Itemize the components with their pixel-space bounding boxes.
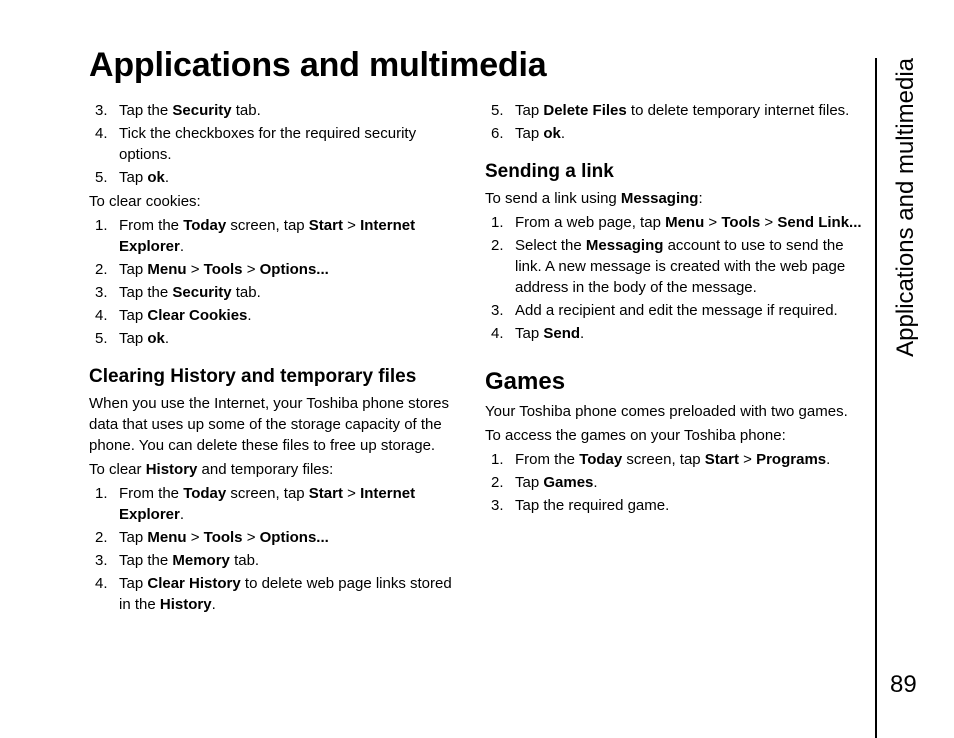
text-run: tab.: [231, 102, 261, 119]
step-number: 4.: [95, 307, 108, 324]
text-run: tab.: [231, 284, 261, 301]
side-divider-line: [875, 58, 877, 738]
step-number: 1.: [95, 485, 108, 502]
text-run: Tap the: [119, 552, 173, 569]
ui-term: Start: [704, 451, 739, 468]
step-number: 2.: [95, 529, 108, 546]
list-item: [89, 573, 465, 615]
text-run: .: [164, 330, 170, 347]
ui-term: Delete Files: [543, 102, 627, 119]
games-heading: Games: [485, 368, 566, 395]
ui-term: Games: [543, 474, 594, 491]
text-run: >: [186, 529, 204, 546]
text-run: Tap: [515, 125, 544, 142]
ui-term: Clear Cookies: [147, 307, 248, 324]
list-item: [89, 550, 465, 571]
list-item: [485, 449, 865, 470]
text-run: >: [760, 214, 778, 231]
ui-term: Menu: [147, 261, 187, 278]
ui-term: ok: [147, 330, 165, 347]
text-run: .: [580, 325, 585, 342]
text-run: .: [593, 474, 598, 491]
games-steps-list: [485, 449, 865, 516]
text-run: Tap: [515, 325, 544, 342]
step-number: 2.: [491, 474, 504, 491]
history-intro: [89, 459, 465, 480]
ui-term: Tools: [721, 214, 761, 231]
ui-term: Tools: [203, 529, 243, 546]
send-link-steps-list: [485, 212, 865, 344]
text-run: .: [247, 307, 252, 324]
text-run: screen, tap: [226, 217, 309, 234]
text-run: >: [342, 217, 361, 234]
ui-term: Internet Explorer: [119, 217, 416, 255]
text-run: >: [342, 485, 361, 502]
list-item: [485, 300, 865, 321]
text-run: to delete web page links stored in the: [119, 575, 452, 613]
step-number: 1.: [491, 451, 504, 468]
text-run: and temporary files:: [197, 461, 334, 478]
text-run: Tap: [119, 169, 148, 186]
ui-term: Today: [579, 451, 623, 468]
text-run: Tap the required game.: [515, 497, 670, 514]
text-run: screen, tap: [226, 485, 309, 502]
list-item: [485, 472, 865, 493]
left-column: [89, 100, 465, 618]
step-number: 5.: [95, 330, 108, 347]
text-run: .: [179, 506, 185, 523]
step-number: 3.: [95, 102, 108, 119]
ui-term: Tools: [203, 261, 243, 278]
text-run: Tap: [515, 102, 544, 119]
ui-term: Today: [183, 485, 227, 502]
page-title: Applications and multimedia: [89, 46, 547, 84]
list-item: [485, 235, 865, 298]
step-number: 3.: [491, 302, 504, 319]
text-run: .: [179, 238, 185, 255]
text-run: To send a link using: [485, 190, 621, 207]
clear-history-steps-list: [89, 483, 465, 615]
list-item: [89, 100, 465, 121]
ui-term: Programs: [756, 451, 827, 468]
ui-term: History: [159, 596, 212, 613]
security-steps-list: [89, 100, 465, 188]
text-run: .: [826, 451, 831, 468]
step-number: 4.: [95, 125, 108, 142]
ui-term: Security: [172, 284, 232, 301]
right-column: [485, 100, 865, 519]
ui-term: Options...: [259, 261, 329, 278]
ui-term: History: [145, 461, 198, 478]
text-run: to delete temporary internet files.: [626, 102, 850, 119]
text-run: From the: [119, 485, 184, 502]
step-number: 4.: [491, 325, 504, 342]
step-number: 1.: [491, 214, 504, 231]
step-number: 6.: [491, 125, 504, 142]
ui-term: Send: [543, 325, 581, 342]
text-run: >: [738, 451, 757, 468]
text-run: >: [242, 261, 260, 278]
step-number: 2.: [491, 237, 504, 254]
ui-term: Options...: [259, 529, 329, 546]
ui-term: ok: [147, 169, 165, 186]
cookies-intro: To clear cookies:: [89, 193, 201, 210]
step-number: 5.: [95, 169, 108, 186]
list-item: [89, 282, 465, 303]
text-run: .: [164, 169, 170, 186]
text-run: .: [560, 125, 566, 142]
list-item: [89, 527, 465, 548]
delete-files-steps-list: [485, 100, 865, 144]
history-paragraph: When you use the Internet, your Toshiba phone stores data that uses up some of the storage capacity of the phone. You can delete these files to free up storage.: [89, 395, 449, 454]
list-item: [485, 323, 865, 344]
text-run: Tap: [119, 307, 148, 324]
link-intro: [485, 188, 865, 209]
text-run: Select the: [515, 237, 586, 254]
list-item: [89, 328, 465, 349]
ui-term: Internet Explorer: [119, 485, 416, 523]
list-item: [89, 483, 465, 525]
text-run: account to use to send the link. A new message is created with the web page address in the body of the message.: [515, 237, 846, 296]
list-item: [485, 123, 865, 144]
clear-cookies-steps-list: [89, 215, 465, 349]
text-run: Tap the: [119, 284, 173, 301]
text-run: From the: [515, 451, 580, 468]
text-run: From a web page, tap: [515, 214, 666, 231]
text-run: >: [242, 529, 260, 546]
text-run: tab.: [229, 552, 260, 569]
text-run: Tap the: [119, 102, 173, 119]
step-number: 3.: [491, 497, 504, 514]
text-run: Tap: [119, 529, 148, 546]
list-item: [485, 212, 865, 233]
text-run: To clear: [89, 461, 146, 478]
games-intro: To access the games on your Toshiba phone:: [485, 427, 786, 444]
games-paragraph: Your Toshiba phone comes preloaded with two games.: [485, 403, 848, 420]
text-run: Tap: [119, 330, 148, 347]
ui-term: Messaging: [620, 190, 699, 207]
text-run: :: [698, 190, 703, 207]
ui-term: Clear History: [147, 575, 241, 592]
list-item: [89, 305, 465, 326]
step-number: 1.: [95, 217, 108, 234]
ui-term: Start: [308, 485, 343, 502]
text-run: Tap: [119, 575, 148, 592]
side-chapter-tab: [892, 58, 920, 378]
text-run: Tap: [119, 261, 148, 278]
list-item: [89, 259, 465, 280]
ui-term: Menu: [665, 214, 705, 231]
text-run: >: [186, 261, 204, 278]
step-number: 5.: [491, 102, 504, 119]
ui-term: Memory: [172, 552, 230, 569]
text-run: Add a recipient and edit the message if required.: [515, 302, 838, 319]
side-chapter-label: Applications and multimedia: [892, 58, 919, 357]
sending-link-heading: Sending a link: [485, 161, 614, 182]
text-run: .: [211, 596, 216, 613]
text-run: Tick the checkboxes for the required security options.: [119, 125, 417, 163]
step-number: 3.: [95, 552, 108, 569]
ui-term: ok: [543, 125, 561, 142]
list-item: [89, 215, 465, 257]
step-number: 2.: [95, 261, 108, 278]
ui-term: Menu: [147, 529, 187, 546]
step-number: 4.: [95, 575, 108, 592]
ui-term: Start: [308, 217, 343, 234]
ui-term: Messaging: [585, 237, 664, 254]
page-number: 89: [890, 671, 917, 698]
ui-term: Today: [183, 217, 227, 234]
list-item: [89, 167, 465, 188]
list-item: [485, 100, 865, 121]
clearing-history-heading: Clearing History and temporary files: [89, 366, 417, 387]
text-run: From the: [119, 217, 184, 234]
step-number: 3.: [95, 284, 108, 301]
list-item: [89, 123, 465, 165]
ui-term: Send Link...: [777, 214, 862, 231]
ui-term: Security: [172, 102, 232, 119]
text-run: >: [704, 214, 722, 231]
text-run: screen, tap: [622, 451, 705, 468]
text-run: Tap: [515, 474, 544, 491]
list-item: [485, 495, 865, 516]
